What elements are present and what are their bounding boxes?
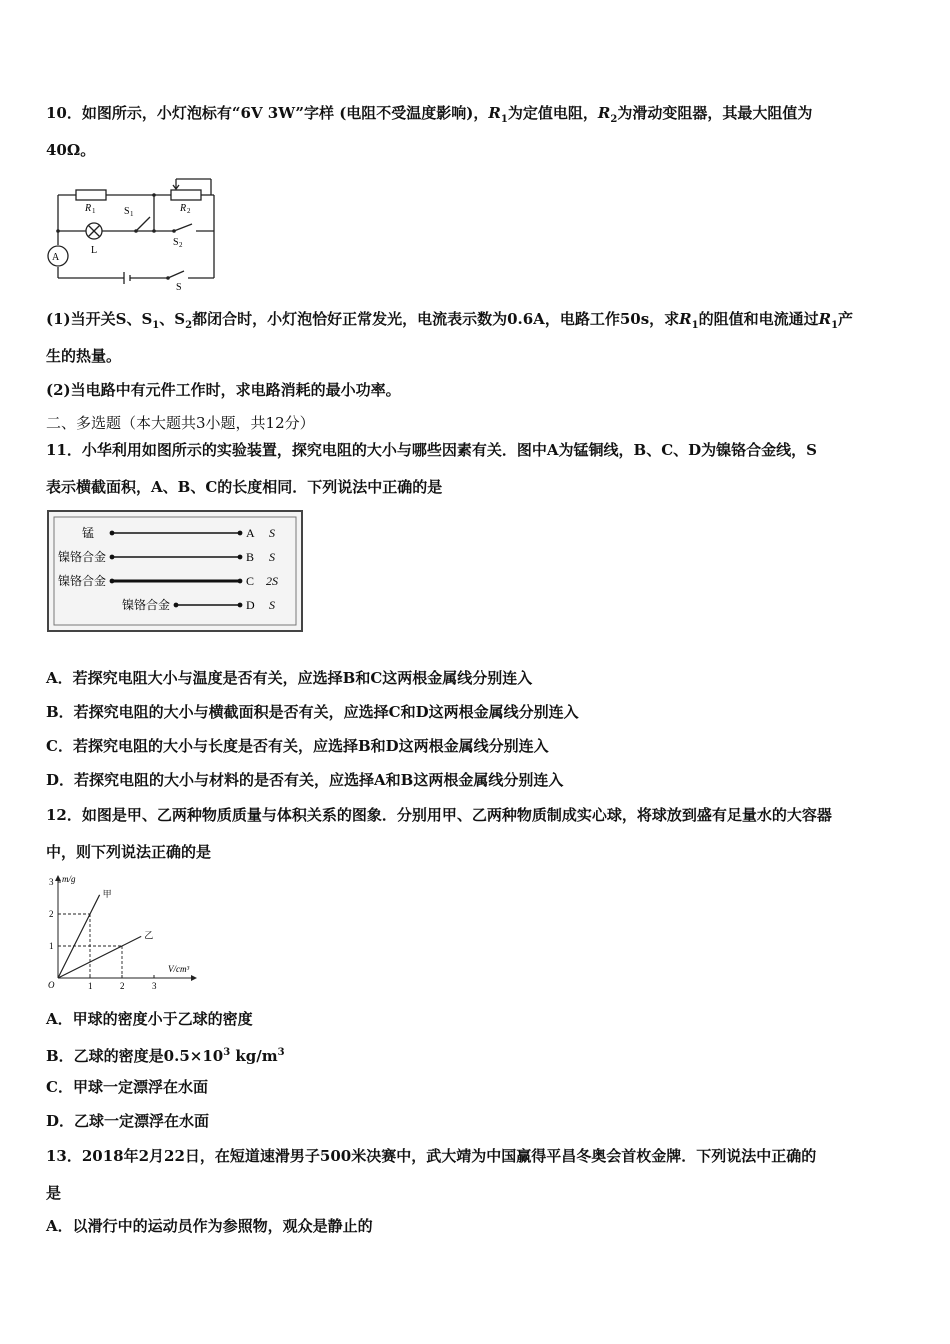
s2-label-sub: 2 <box>179 241 183 249</box>
sup: 3 <box>277 1047 285 1058</box>
r2-symbol: R <box>597 104 611 122</box>
x-axis-label: V/cm³ <box>168 964 190 974</box>
wire-c-area: 2S <box>266 574 278 588</box>
y-tick-label: 1 <box>49 941 54 951</box>
series-line-yi <box>58 936 141 978</box>
x-tick-label: 1 <box>88 981 93 991</box>
q10-part1-text: (1)当开关S、S <box>46 310 153 328</box>
q12-option-b-text: B．乙球的密度是0.5×10 <box>46 1047 224 1065</box>
q13-line2: 是 <box>46 1184 62 1202</box>
sub: 1 <box>152 320 160 331</box>
q11-option-d: D．若探究电阻的大小与材料的是否有关，应选择A和B这两根金属线分别连入 <box>46 771 564 789</box>
r2-label-sub: 2 <box>187 207 191 215</box>
q12-option-a: A．甲球的密度小于乙球的密度 <box>46 1010 253 1028</box>
wire-apparatus-figure <box>46 509 304 633</box>
q11-line1: 11．小华利用如图所示的实验装置，探究电阻的大小与哪些因素有关．图中A为锰铜线，B、C、D为镍铬合金线，S <box>46 441 817 459</box>
wire-d-area: S <box>269 598 275 612</box>
r1-label: R <box>85 203 92 214</box>
q10-text: 为滑动变阻器，其最大阻值为 <box>617 104 813 122</box>
mass-volume-chart <box>46 870 201 992</box>
q10-line1 <box>46 103 812 130</box>
lamp-label: L <box>91 245 98 256</box>
ammeter-label: A <box>52 252 60 263</box>
q10-part1-text: 产 <box>838 310 854 328</box>
r1-symbol: R <box>818 310 832 328</box>
y-tick-label: 3 <box>49 877 54 887</box>
wire-c-material: 镍铬合金 <box>58 574 107 588</box>
s1-label: S <box>124 206 130 217</box>
s2-label: S <box>173 237 179 248</box>
wire-c-letter: C <box>246 574 255 588</box>
q10-part1-line2: 生的热量。 <box>46 347 122 365</box>
q10-part2: (2)当电路中有元件工作时，求电路消耗的最小功率。 <box>46 381 401 399</box>
q10-line2: 40Ω。 <box>46 141 96 159</box>
wire-a-letter: A <box>246 526 255 540</box>
q11-line2: 表示横截面积，A、B、C的长度相同．下列说法中正确的是 <box>46 478 443 496</box>
r1-label-sub: 1 <box>92 207 96 215</box>
q12-option-c: C．甲球一定漂浮在水面 <box>46 1078 208 1096</box>
sub: 2 <box>185 320 193 331</box>
q12-line2: 中，则下列说法正确的是 <box>46 843 212 861</box>
sub: 1 <box>691 320 699 331</box>
q10-part1-text: 都闭合时，小灯泡恰好正常发光，电流表示数为0.6A，电路工作50s，求 <box>192 310 680 328</box>
r1-symbol: R <box>488 104 501 122</box>
q11-option-c: C．若探究电阻的大小与长度是否有关，应选择B和D这两根金属线分别连入 <box>46 737 549 755</box>
s-label: S <box>176 282 182 290</box>
q10-part1-text: 的阻值和电流通过 <box>698 310 819 328</box>
q10-part1-text: 、S <box>159 310 186 328</box>
r2-subscript: 2 <box>610 114 618 125</box>
r1-symbol: R <box>679 310 692 328</box>
sup: 3 <box>223 1047 231 1058</box>
r2-label: R <box>180 203 187 214</box>
sub: 1 <box>831 320 839 331</box>
wire-d-material: 镍铬合金 <box>122 598 171 612</box>
y-tick-label: 2 <box>49 909 54 919</box>
wire-b-letter: B <box>246 550 255 564</box>
q11-option-a: A．若探究电阻大小与温度是否有关，应选择B和C这两根金属线分别连入 <box>46 669 533 687</box>
q12-option-b <box>46 1043 285 1066</box>
section-heading: 二、多选题（本大题共3小题，共12分） <box>46 414 315 432</box>
wire-a-area: S <box>269 526 275 540</box>
y-axis-label: m/g <box>62 874 76 884</box>
series-label: 乙 <box>144 930 154 941</box>
x-tick-label: 2 <box>120 981 125 991</box>
q10-text: 为定值电阻， <box>507 104 598 122</box>
series-label: 甲 <box>102 888 112 899</box>
q10-part1-line1 <box>46 309 853 336</box>
origin-label: O <box>48 980 55 990</box>
wire-d-letter: D <box>246 598 255 612</box>
x-tick-label: 3 <box>152 981 157 991</box>
series-line-jia <box>58 895 100 978</box>
wire-b-material: 镍铬合金 <box>58 550 107 564</box>
r1-subscript: 1 <box>500 114 508 125</box>
wire-b-area: S <box>269 550 275 564</box>
wire-a-material: 锰 <box>82 526 95 540</box>
q13-option-a: A．以滑行中的运动员作为参照物，观众是静止的 <box>46 1217 373 1235</box>
q12-option-d: D．乙球一定漂浮在水面 <box>46 1112 210 1130</box>
q13-line1: 13．2018年2月22日，在短道速滑男子500米决赛中，武大靖为中国赢得平昌冬奥会首枚金牌．下列说法中正确的 <box>46 1147 817 1165</box>
q12-option-b-text: kg/m <box>230 1047 278 1065</box>
q11-option-b: B．若探究电阻的大小与横截面积是否有关，应选择C和D这两根金属线分别连入 <box>46 703 579 721</box>
q10-text: 10．如图所示，小灯泡标有“6V 3W”字样 (电阻不受温度影响)， <box>46 104 489 122</box>
s1-label-sub: 1 <box>130 210 134 218</box>
q12-line1: 12．如图是甲、乙两种物质质量与体积关系的图象．分别用甲、乙两种物质制成实心球，将球放到盛有足量水的大容器 <box>46 806 832 824</box>
circuit-diagram <box>46 175 221 290</box>
